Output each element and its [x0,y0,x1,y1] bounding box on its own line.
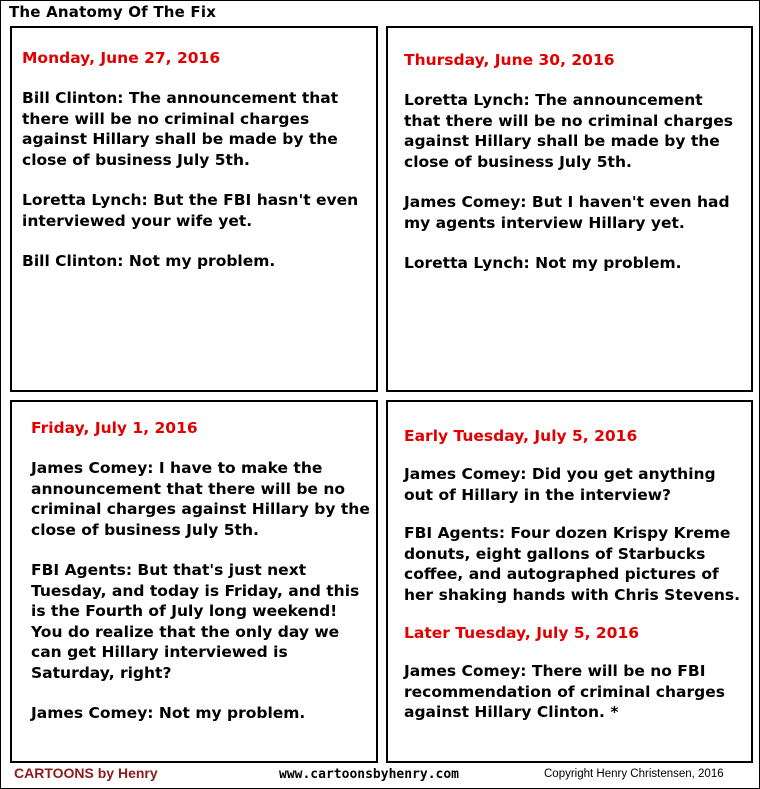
panel-4-line-2: FBI Agents: Four dozen Krispy Kreme donuts, eight gallons of Starbucks coffee, and autographed pictures of her shaking hands with Chris Stevens. [404,524,741,604]
panel-3-date: Friday, July 1, 2016 [31,419,198,437]
panel-3-line-2: FBI Agents: But that's just next Tuesday, and today is Friday, and this is the Fourth of July long weekend! You do realize that the only day we can get Hillary interviewed is Saturday, right? [31,561,360,682]
website-url: www.cartoonsbyhenry.com [279,767,460,782]
panel-4-line-3: James Comey: There will be no FBI recommendation of criminal charges against Hillary Clinton. * [404,662,725,721]
panel-2-line-1: Loretta Lynch: The announcement that there will be no criminal charges against Hillary shall be made by the close of business July 5th. [404,91,733,171]
panel-2-line-3: Loretta Lynch: Not my problem. [404,254,682,272]
brand-logo: CARTOONS by Henry [14,765,158,781]
panel-4-content [404,426,746,741]
panel-3 [10,400,378,763]
panel-2 [386,26,753,392]
panel-3-line-3: James Comey: Not my problem. [31,704,306,722]
panel-3-line-1: James Comey: I have to make the announcement that there will be no criminal charges against Hillary by the close of business July 5th. [31,459,370,539]
panel-2-date: Thursday, June 30, 2016 [404,51,615,69]
panel-1-date: Monday, June 27, 2016 [22,49,221,67]
comic-title: The Anatomy Of The Fix [9,3,217,21]
panel-3-content [31,418,371,744]
panel-1 [10,26,378,392]
panel-4-date: Early Tuesday, July 5, 2016 [404,427,638,445]
panel-4 [386,400,753,763]
panel-4-date-2: Later Tuesday, July 5, 2016 [404,624,640,642]
panel-2-line-2: James Comey: But I haven't even had my agents interview Hillary yet. [404,193,730,232]
panel-1-content [22,48,367,292]
copyright-notice: Copyright Henry Christensen, 2016 [544,768,724,780]
panel-4-line-1: James Comey: Did you get anything out of Hillary in the interview? [404,465,716,504]
panel-1-line-2: Loretta Lynch: But the FBI hasn't even interviewed your wife yet. [22,191,359,230]
panel-2-content [404,50,744,294]
panel-1-line-3: Bill Clinton: Not my problem. [22,252,276,270]
panel-1-line-1: Bill Clinton: The announcement that there will be no criminal charges against Hillary shall be made by the close of business July 5th. [22,89,339,169]
